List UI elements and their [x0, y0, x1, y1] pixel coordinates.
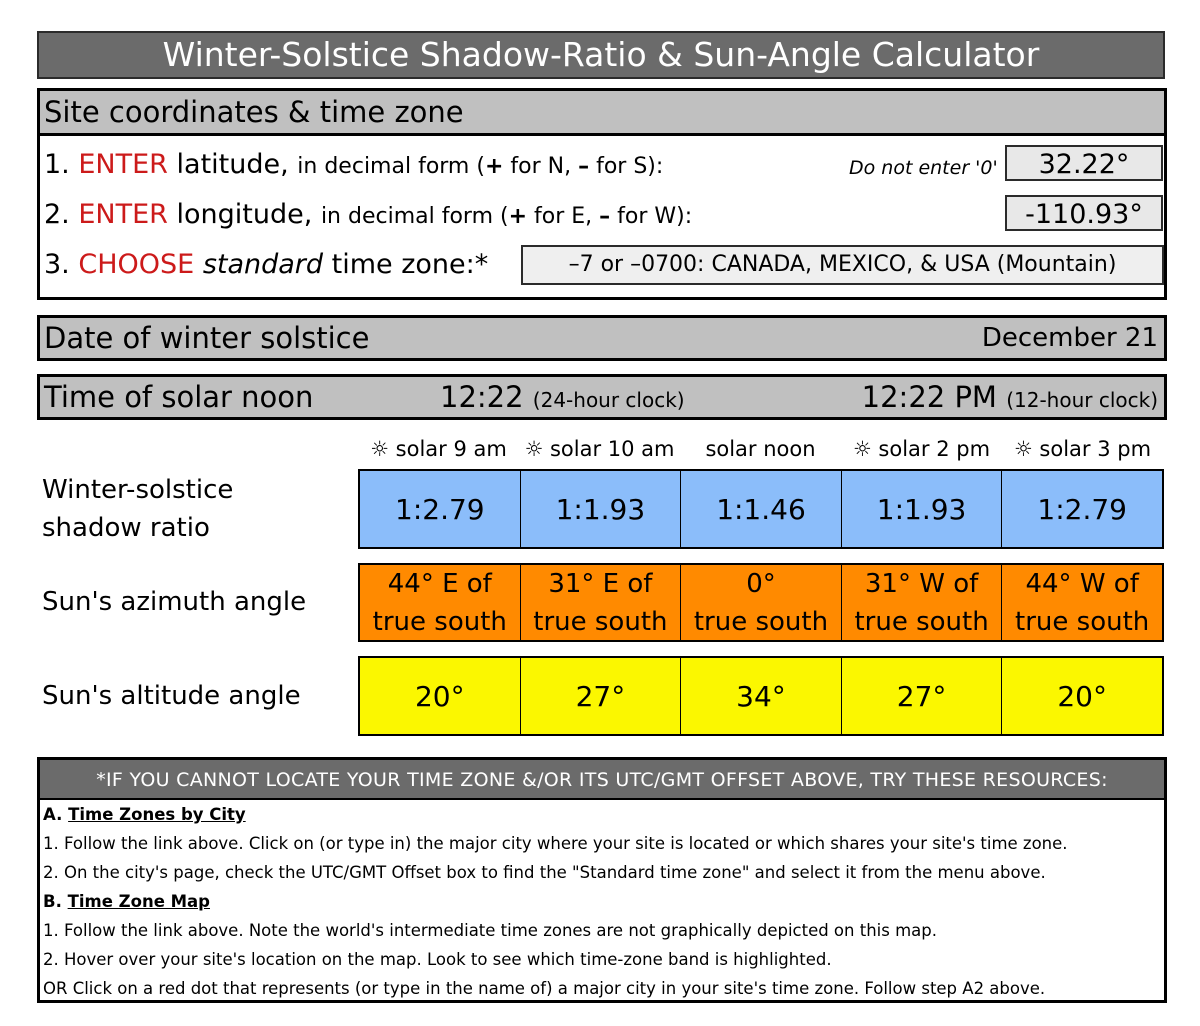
azimuth-cell: 31° W of true south — [842, 565, 1003, 640]
longitude-prompt: 2. ENTER longitude, in decimal form (+ for E, – for W): — [44, 199, 693, 230]
solar-noon-label: Time of solar noon — [44, 380, 314, 414]
shadow-ratio-label: Winter-solstice shadow ratio — [42, 475, 234, 543]
shadow-ratio-cell: 1:1.46 — [681, 471, 842, 547]
resource-instruction: 1. Follow the link above. Note the world's intermediate time zones are not graphically depicted on this map. — [43, 921, 937, 940]
altitude-cell: 27° — [842, 658, 1003, 734]
time-zone-select[interactable]: –7 or –0700: CANADA, MEXICO, & USA (Mountain) — [521, 245, 1164, 285]
altitude-cell: 20° — [1057, 679, 1107, 713]
solar-noon-12h: 12:22 PM (12-hour clock) — [861, 380, 1158, 414]
altitude-cell: 34° — [681, 658, 842, 734]
altitude-cell: 20° — [360, 658, 521, 734]
azimuth-cell: 31° E of true south — [521, 565, 682, 640]
shadow-ratio-cell: 1:1.93 — [521, 471, 682, 547]
azimuth-cell: 44° W of true south — [1015, 568, 1150, 637]
resources-header: *IF YOU CANNOT LOCATE YOUR TIME ZONE &/OR ITS UTC/GMT OFFSET ABOVE, TRY THESE RESOURCES: — [40, 760, 1164, 800]
solstice-date: December 21 — [981, 323, 1158, 353]
site-coordinates-panel — [37, 88, 1167, 300]
column-header: ☼ solar 3 pm — [1013, 437, 1152, 461]
azimuth-label: Sun's azimuth angle — [42, 587, 307, 617]
solstice-label: Date of winter solstice — [44, 321, 370, 355]
resource-instruction: 1. Follow the link above. Click on (or type in) the major city where your site is located or which shares your site's time zone. — [43, 834, 1068, 853]
solstice-date-band — [37, 315, 1167, 361]
resources-panel — [37, 757, 1167, 1003]
latitude-note: Do not enter '0' — [849, 157, 998, 179]
choose-label: CHOOSE — [78, 249, 195, 280]
resource-instruction: 2. On the city's page, check the UTC/GMT Offset box to find the "Standard time zone" and select it from the menu above. — [43, 863, 1046, 882]
resource-b-heading: B. Time Zone Map — [43, 892, 210, 911]
time-zones-by-city-link[interactable]: Time Zones by City — [68, 805, 246, 824]
calculator-title: Winter-Solstice Shadow-Ratio & Sun-Angle Calculator — [37, 31, 1165, 79]
altitude-cell: 27° — [521, 658, 682, 734]
azimuth-cell: 44° E of true south — [360, 565, 521, 640]
altitude-row — [358, 656, 1164, 736]
shadow-ratio-cell: 1:2.79 — [1037, 492, 1127, 526]
column-header: ☼ solar 10 am — [524, 437, 675, 461]
azimuth-row — [358, 563, 1164, 642]
enter-label: ENTER — [78, 149, 168, 180]
azimuth-cell: 0° true south — [681, 565, 842, 640]
shadow-ratio-row — [358, 469, 1164, 549]
solar-noon-24h: 12:22 (24-hour clock) — [440, 380, 685, 414]
site-section-header: Site coordinates & time zone — [40, 91, 1164, 136]
altitude-label: Sun's altitude angle — [42, 681, 301, 711]
shadow-ratio-cell: 1:2.79 — [360, 471, 521, 547]
latitude-field[interactable]: 32.22° — [1005, 145, 1163, 181]
column-header: ☼ solar 2 pm — [852, 437, 991, 461]
longitude-field[interactable]: -110.93° — [1005, 195, 1163, 231]
resource-a-heading: A. Time Zones by City — [43, 805, 246, 824]
shadow-ratio-cell: 1:1.93 — [842, 471, 1003, 547]
time-zone-map-link[interactable]: Time Zone Map — [67, 892, 210, 911]
latitude-prompt: 1. ENTER latitude, in decimal form (+ for N, – for S): — [44, 149, 664, 180]
resource-instruction: 2. Hover over your site's location on the map. Look to see which time-zone band is highlighted. — [43, 950, 832, 969]
column-header: ☼ solar 9 am — [370, 437, 507, 461]
enter-label: ENTER — [78, 199, 168, 230]
time-zone-prompt: 3. CHOOSE standard time zone:* — [44, 249, 489, 280]
column-header: solar noon — [705, 437, 816, 461]
resource-instruction: OR Click on a red dot that represents (or type in the name of) a major city in your site's time zone. Follow step A2 above. — [43, 979, 1046, 998]
solar-noon-band — [37, 374, 1167, 420]
